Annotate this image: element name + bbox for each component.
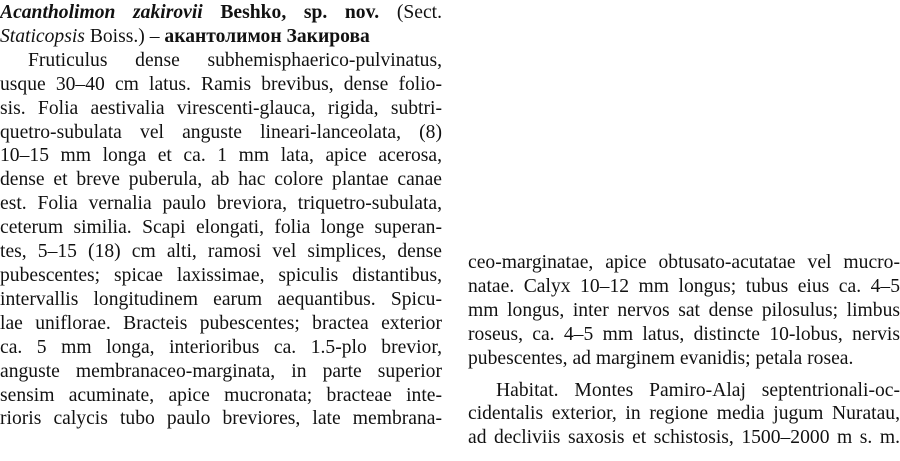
species-author: Beshko, sp. nov. — [202, 2, 380, 23]
text-line: pubescentes, ad marginem evanidis; petala rosea. — [468, 347, 854, 369]
russian-name: акантолимон Закирова — [164, 25, 370, 47]
text-line: Habitat. Montes Pamiro-Alaj septentrionali-oc- — [496, 379, 900, 401]
species-header-line-1 — [0, 1, 442, 25]
left-column — [0, 1, 442, 431]
paragraph-gap — [468, 371, 900, 379]
section-name: Staticopsis — [0, 25, 85, 47]
text-line: ad decliviis saxosis et schistosis, 1500–2000 m s. m. — [468, 427, 900, 449]
text-line: sis. Folia aestivalia virescenti-glauca, rigida, subtri- — [0, 97, 442, 119]
description-body — [0, 49, 442, 432]
section-author: Boiss.) – — [84, 25, 165, 47]
section-open: (Sect. — [379, 2, 442, 23]
text-line: cidentalis exterior, in regione media jugum Nuratau, — [468, 403, 900, 425]
text-line: ceterum similia. Scapi elongati, folia longe superan- — [0, 217, 442, 239]
text-line: sensim acuminate, apice mucronata; bracteae inte- — [0, 384, 442, 406]
right-column — [468, 251, 900, 450]
species-name: Acantholimon zakirovii — [0, 2, 203, 23]
text-line: 10–15 mm longa et ca. 1 mm lata, apice acerosa, — [0, 145, 442, 167]
text-line: Fruticulus dense subhemisphaerico-pulvinatus, — [28, 49, 442, 71]
text-line: usque 30–40 cm latus. Ramis brevibus, dense folio- — [0, 73, 442, 95]
text-line: dense et breve puberula, ab hac colore plantae canae — [0, 169, 442, 191]
text-line: tes, 5–15 (18) cm alti, ramosi vel simplices, dense — [0, 241, 442, 263]
text-line: roseus, ca. 4–5 mm latus, distincte 10-lobus, nervis — [468, 323, 900, 345]
text-line: natae. Calyx 10–12 mm longus; tubus eius ca. 4–5 — [468, 275, 900, 297]
text-line: lae uniflorae. Bracteis pubescentes; bractea exterior — [0, 312, 442, 334]
text-line: quetro-subulata vel anguste lineari-lanceolata, (8) — [0, 121, 442, 143]
text-line: ca. 5 mm longa, interioribus ca. 1.5-plo brevior, — [0, 336, 442, 358]
species-header-line-2 — [0, 25, 442, 49]
text-line: intervallis longitudinem earum aequantibus. Spicu- — [0, 288, 442, 310]
text-line: mm longus, inter nervos sat dense pilosulus; limbus — [468, 299, 900, 321]
text-line: pubescentes; spicae laxissimae, spiculis distantibus, — [0, 264, 442, 286]
habitat-paragraph — [468, 379, 900, 451]
text-line: est. Folia vernalia paulo breviora, triquetro-subulata, — [0, 193, 442, 215]
text-line: anguste membranaceo-marginata, in parte superior — [0, 360, 442, 382]
text-line: ceo-marginatae, apice obtusato-acutatae vel mucro- — [468, 252, 900, 273]
text-line: rioris calycis tubo paulo breviores, late membrana- — [0, 408, 442, 430]
description-continued — [468, 251, 900, 371]
